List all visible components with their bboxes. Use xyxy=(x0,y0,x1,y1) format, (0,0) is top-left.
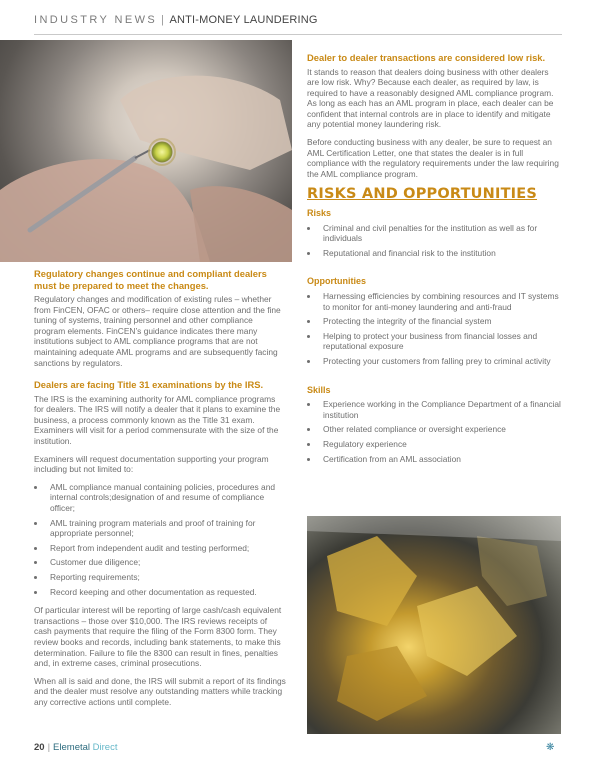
paragraph-title31-exam: The IRS is the examining authority for AML compliance programs for dealers. The IRS will notify a dealer that it plans to examine the business, a process commonly known as the Title 31 exam. Examiners will visit for a period commensurate with the size of the institution. xyxy=(34,393,281,447)
photo-gold-ore xyxy=(307,516,561,734)
section-title-risks-opportunities: RISKS AND OPPORTUNITIES xyxy=(307,186,538,203)
list-item: • Helping to protect your business from financial losses and reputational exposure xyxy=(319,331,561,352)
skills-list xyxy=(307,399,561,464)
subheading-skills: Skills xyxy=(307,384,331,395)
list-item: • Harnessing efficiencies by combining resources and IT systems to monitor for anti-money laundering and anti-fraud xyxy=(319,291,561,312)
header-separator: | xyxy=(161,14,166,26)
paragraph-regulatory-changes: Regulatory changes and modification of existing rules – whether from FinCEN, OFAC or others– require close attention and the fine tuning of systems, training personnel and other compliance program elements. FinCEN’s guidance indicates there many institutions subject to AML compliance programs that are not maintaining adequate AML programs and are subsequently facing sanctions by regulators. xyxy=(34,294,281,368)
elemetal-logo-icon: ❋ xyxy=(546,742,555,753)
page-header xyxy=(34,14,562,35)
brand-name-elemetal: Elemetal xyxy=(53,742,91,753)
list-item: • AML training program materials and proof of training for appropriate personnel; xyxy=(46,518,286,539)
opportunities-list xyxy=(307,291,561,367)
list-item: • Record keeping and other documentation as requested. xyxy=(46,587,286,598)
list-item: • Reporting requirements; xyxy=(46,572,286,583)
page-number: 20 xyxy=(34,742,45,753)
right-column xyxy=(307,52,561,472)
photo-jeweler-hands xyxy=(0,40,292,262)
list-item: • Criminal and civil penalties for the institution as well as for individuals xyxy=(319,223,561,244)
brand-name-direct: Direct xyxy=(92,742,118,753)
list-item: • Report from independent audit and testing performed; xyxy=(46,543,286,554)
risks-list xyxy=(307,223,561,259)
subheading-opportunities: Opportunities xyxy=(307,276,366,287)
list-item: • Customer due diligence; xyxy=(46,557,286,568)
header-topic: ANTI-MONEY LAUNDERING xyxy=(169,14,318,26)
list-item: • Protecting the integrity of the financial system xyxy=(319,316,561,327)
paragraph-examiner-request: Examiners will request documentation supporting your program including but not limited to: xyxy=(34,453,269,475)
paragraph-irs-report: When all is said and done, the IRS will submit a report of its findings and the dealer must resolve any outstanding matters while tracking any corrective actions until complete. xyxy=(34,675,286,707)
footer-separator: | xyxy=(47,742,51,753)
list-item: • AML compliance manual containing policies, procedures and internal controls;designation of and resume of compliance officer; xyxy=(46,482,286,514)
paragraph-cash-reporting: Of particular interest will be reporting of large cash/cash equivalent transactions – those over $10,000. The IRS reviews receipts of cash payments that require the filing of the Form 8300 form. They review books and records, including bank statements, to make this determination. Failure to file the 8300 can result in fines, penalties and, in extreme cases, criminal prosecutions. xyxy=(34,605,282,669)
heading-dealer-to-dealer: Dealer to dealer transactions are considered low risk. xyxy=(307,52,546,63)
list-item: • Regulatory experience xyxy=(319,439,561,450)
documentation-list xyxy=(34,482,286,597)
header-category: INDUSTRY NEWS xyxy=(34,14,158,26)
list-item: • Certification from an AML association xyxy=(319,454,561,465)
list-item: • Other related compliance or oversight experience xyxy=(319,424,561,435)
list-item: • Reputational and financial risk to the institution xyxy=(319,248,561,259)
paragraph-dealer-low-risk: It stands to reason that dealers doing business with other dealers are low risk. Why? Because each dealer, as required by law, is required to have a reasonably designed AML compliance program. As long as each has an AML program in place, each dealer can be confident that internal controls are in place to identify and mitigate any potential money laundering risk. xyxy=(307,66,554,130)
left-column xyxy=(34,268,286,715)
heading-title31: Dealers are facing Title 31 examinations by the IRS. xyxy=(34,379,264,391)
paragraph-certification-letter: Before conducting business with any dealer, be sure to request an AML Certification Letter, one that states the dealer is in full compliance with the regulatory requirements under the law requiring the AML compliance program. xyxy=(307,137,559,179)
list-item: • Experience working in the Compliance Department of a financial institution xyxy=(319,399,561,420)
list-item: • Protecting your customers from falling prey to criminal activity xyxy=(319,356,561,367)
subheading-risks: Risks xyxy=(307,208,332,219)
heading-regulatory-changes: Regulatory changes continue and compliant dealers must be prepared to meet the changes. xyxy=(34,268,267,291)
page-footer xyxy=(34,742,117,753)
